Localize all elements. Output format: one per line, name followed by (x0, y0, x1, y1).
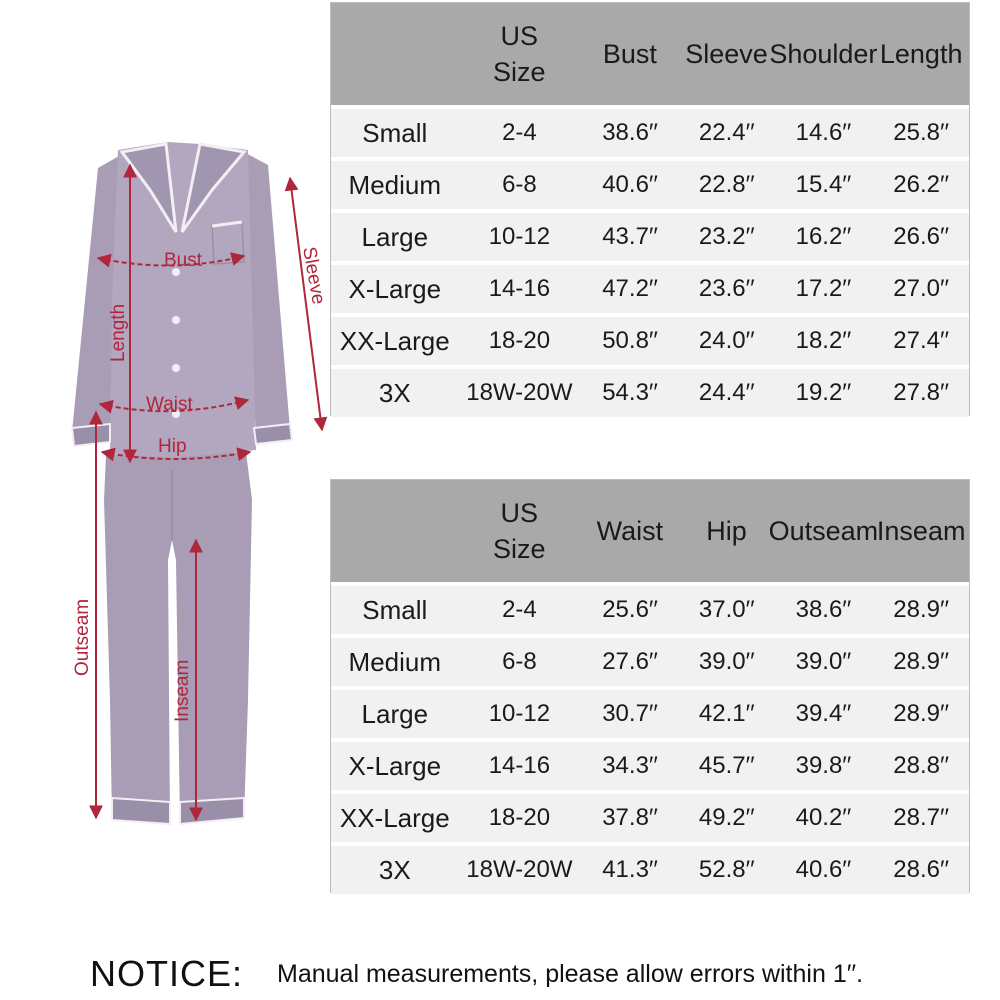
bust-value: 40.6′′ (602, 171, 658, 198)
size-name: Small (362, 117, 428, 148)
header-us-line1: US (500, 498, 539, 528)
inseam-value: 28.9′′ (893, 700, 949, 727)
pants-shape (104, 452, 252, 824)
us-size: 14-16 (488, 752, 551, 779)
length-value: 27.4′′ (893, 327, 949, 354)
header-us-size (459, 18, 581, 90)
header-shoulder: Shoulder (769, 39, 878, 69)
pajama-illustration (0, 0, 330, 960)
table-row (331, 161, 969, 209)
us-size: 2-4 (502, 119, 537, 146)
us-size: 18-20 (488, 327, 551, 354)
waist-value: 37.8′′ (602, 804, 658, 831)
us-size: 10-12 (488, 700, 551, 727)
inseam-value: 28.9′′ (893, 648, 949, 675)
us-size: 18W-20W (466, 379, 573, 406)
sleeve-value: 23.6′′ (698, 275, 755, 302)
shoulder-value: 14.6′′ (795, 119, 852, 146)
size-name: Small (362, 594, 428, 625)
table-row (331, 690, 969, 738)
inseam-value: 28.9′′ (893, 596, 949, 623)
header-waist: Waist (596, 516, 664, 546)
table-row (331, 317, 969, 365)
outseam-value: 38.6′′ (795, 596, 852, 623)
table-row (331, 586, 969, 634)
shoulder-value: 19.2′′ (795, 379, 852, 406)
outseam-value: 39.8′′ (795, 752, 852, 779)
table-header (331, 3, 969, 105)
size-name: X-Large (348, 750, 442, 781)
inseam-value: 28.8′′ (893, 752, 949, 779)
table-row (331, 794, 969, 842)
length-label: Length (108, 303, 129, 362)
waist-label: Waist (146, 394, 193, 415)
length-value: 27.8′′ (893, 379, 949, 406)
inseam-value: 28.7′′ (893, 804, 949, 831)
header-us-line1: US (500, 21, 539, 51)
sleeve-value: 23.2′′ (698, 223, 755, 250)
header-outseam: Outseam (768, 516, 879, 546)
table-row (331, 109, 969, 157)
inseam-label: Inseam (172, 659, 193, 722)
size-name: Medium (348, 169, 442, 200)
length-value: 27.0′′ (893, 275, 949, 302)
table-row (331, 213, 969, 261)
hip-value: 49.2′′ (698, 804, 755, 831)
waist-value: 27.6′′ (602, 648, 658, 675)
inseam-value: 28.6′′ (893, 856, 949, 883)
bust-value: 47.2′′ (602, 275, 658, 302)
outseam-value: 39.0′′ (795, 648, 852, 675)
hip-value: 37.0′′ (698, 596, 755, 623)
us-size: 18-20 (488, 804, 551, 831)
top-size-table (330, 2, 970, 416)
sleeve-label: Sleeve (298, 245, 329, 307)
us-size: 6-8 (502, 171, 537, 198)
hip-value: 52.8′′ (698, 856, 755, 883)
shoulder-value: 16.2′′ (795, 223, 852, 250)
table-row (331, 638, 969, 686)
bust-label: Bust (164, 250, 203, 271)
hip-value: 39.0′′ (698, 648, 755, 675)
size-name: 3X (378, 854, 411, 885)
table-header (331, 480, 969, 582)
outseam-value: 40.2′′ (795, 804, 852, 831)
length-value: 26.2′′ (893, 171, 949, 198)
sleeve-value: 24.0′′ (698, 327, 755, 354)
outseam-value: 40.6′′ (795, 856, 852, 883)
sleeve-value: 22.8′′ (698, 171, 755, 198)
waist-value: 25.6′′ (602, 596, 658, 623)
size-name: X-Large (348, 273, 442, 304)
waist-value: 30.7′′ (602, 700, 658, 727)
us-size: 2-4 (502, 596, 537, 623)
notice-label: NOTICE: (90, 953, 244, 994)
hip-label: Hip (158, 436, 187, 457)
bottom-size-table (330, 479, 970, 893)
us-size: 6-8 (502, 648, 537, 675)
table-row (331, 369, 969, 417)
hip-value: 42.1′′ (698, 700, 755, 727)
bust-value: 54.3′′ (602, 379, 658, 406)
header-us-size (459, 495, 581, 567)
us-size: 10-12 (488, 223, 551, 250)
bust-value: 38.6′′ (602, 119, 658, 146)
shoulder-value: 17.2′′ (795, 275, 852, 302)
header-sleeve: Sleeve (685, 39, 768, 69)
bust-value: 43.7′′ (602, 223, 658, 250)
length-value: 25.8′′ (893, 119, 949, 146)
sleeve-value: 22.4′′ (698, 119, 755, 146)
header-bust: Bust (602, 39, 657, 69)
size-name: XX-Large (339, 325, 450, 356)
bust-value: 50.8′′ (602, 327, 658, 354)
us-size: 18W-20W (466, 856, 573, 883)
header-us-line2: Size (493, 57, 546, 87)
size-name: XX-Large (339, 802, 450, 833)
hip-value: 45.7′′ (698, 752, 755, 779)
length-value: 26.6′′ (893, 223, 949, 250)
header-length: Length (879, 39, 963, 69)
size-name: Large (361, 221, 429, 252)
size-name: Medium (348, 646, 442, 677)
shoulder-value: 18.2′′ (795, 327, 852, 354)
waist-value: 34.3′′ (602, 752, 658, 779)
header-inseam: Inseam (876, 516, 966, 546)
shoulder-value: 15.4′′ (795, 171, 852, 198)
waist-value: 41.3′′ (602, 856, 658, 883)
sleeve-value: 24.4′′ (698, 379, 755, 406)
table-row (331, 742, 969, 790)
outseam-value: 39.4′′ (795, 700, 852, 727)
table-row (331, 846, 969, 894)
notice (90, 952, 980, 996)
outseam-label: Outseam (72, 598, 93, 676)
header-hip: Hip (706, 516, 747, 546)
size-name: Large (361, 698, 429, 729)
us-size: 14-16 (488, 275, 551, 302)
size-name: 3X (378, 377, 411, 408)
notice-text: Manual measurements, please allow errors within 1′′. (277, 959, 864, 988)
table-row (331, 265, 969, 313)
header-us-line2: Size (493, 534, 546, 564)
